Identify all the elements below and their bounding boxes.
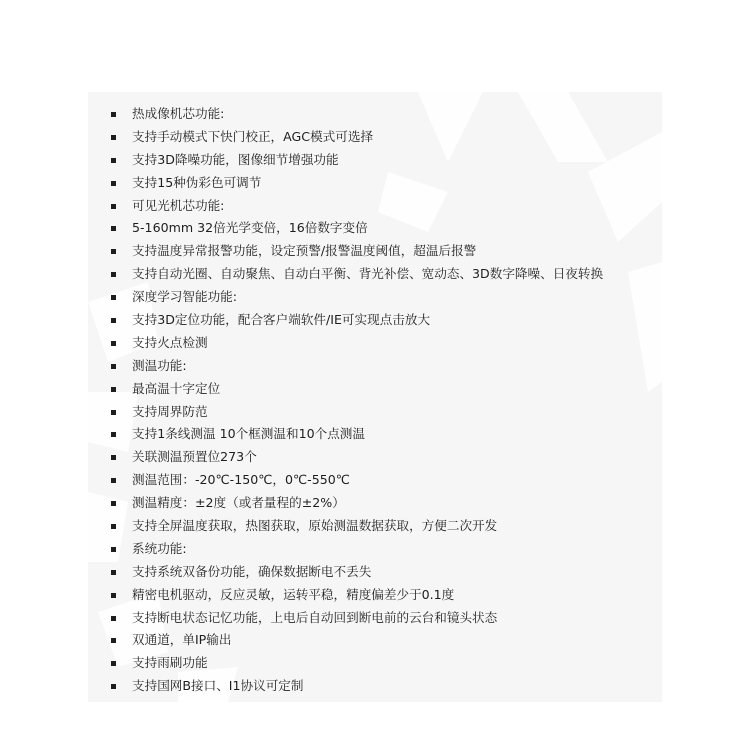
list-item-text: 支持系统双备份功能，确保数据断电不丢失 bbox=[132, 563, 372, 579]
bullet-icon bbox=[111, 684, 116, 689]
bullet-icon bbox=[111, 524, 116, 529]
list-item-text: 精密电机驱动，反应灵敏，运转平稳，精度偏差少于0.1度 bbox=[132, 586, 455, 602]
list-item bbox=[88, 607, 603, 630]
list-item bbox=[88, 423, 603, 446]
list-item bbox=[88, 332, 603, 355]
bullet-icon bbox=[111, 570, 116, 575]
list-item-text: 支持雨刷功能 bbox=[132, 655, 208, 671]
bullet-icon bbox=[111, 501, 116, 506]
list-item bbox=[88, 584, 603, 607]
list-item bbox=[88, 492, 603, 515]
bullet-icon bbox=[111, 318, 116, 323]
bullet-icon bbox=[111, 478, 116, 483]
list-item-text: 支持周界防范 bbox=[132, 403, 208, 419]
feature-list bbox=[88, 103, 603, 698]
list-item bbox=[88, 515, 603, 538]
bullet-icon bbox=[111, 661, 116, 666]
list-item bbox=[88, 217, 603, 240]
bullet-icon bbox=[111, 432, 116, 437]
list-item-text: 双通道，单IP输出 bbox=[132, 632, 232, 648]
bullet-icon bbox=[111, 638, 116, 643]
bullet-icon bbox=[111, 204, 116, 209]
list-item bbox=[88, 172, 603, 195]
list-item bbox=[88, 469, 603, 492]
list-item bbox=[88, 355, 603, 378]
list-item bbox=[88, 263, 603, 286]
list-item bbox=[88, 561, 603, 584]
list-item bbox=[88, 652, 603, 675]
list-item bbox=[88, 309, 603, 332]
list-item-text: 支持1条线测温 10个框测温和10个点测温 bbox=[132, 426, 365, 442]
list-item-text: 支持手动模式下快门校正，AGC模式可选择 bbox=[132, 128, 374, 144]
list-item bbox=[88, 446, 603, 469]
bullet-icon bbox=[111, 387, 116, 392]
bullet-icon bbox=[111, 410, 116, 415]
bullet-icon bbox=[111, 181, 116, 186]
list-item-text: 测温精度：±2度（或者量程的±2%） bbox=[132, 495, 345, 511]
bullet-icon bbox=[111, 249, 116, 254]
list-item-text: 5-160mm 32倍光学变倍，16倍数字变倍 bbox=[132, 220, 368, 236]
list-item-text: 支持火点检测 bbox=[132, 334, 208, 350]
bullet-icon bbox=[111, 547, 116, 552]
list-item-text: 支持断电状态记忆功能，上电后自动回到断电前的云台和镜头状态 bbox=[132, 609, 498, 625]
list-item bbox=[88, 629, 603, 652]
list-item-text: 支持15种伪彩色可调节 bbox=[132, 174, 262, 190]
bullet-icon bbox=[111, 616, 116, 621]
bullet-icon bbox=[111, 226, 116, 231]
list-item-text: 最高温十字定位 bbox=[132, 380, 221, 396]
list-item-text: 可见光机芯功能: bbox=[132, 197, 225, 213]
list-item bbox=[88, 286, 603, 309]
bullet-icon bbox=[111, 112, 116, 117]
bullet-icon bbox=[111, 455, 116, 460]
list-item-text: 支持3D降噪功能，图像细节增强功能 bbox=[132, 151, 339, 167]
bullet-icon bbox=[111, 158, 116, 163]
list-item-text: 支持3D定位功能，配合客户端软件/IE可实现点击放大 bbox=[132, 312, 431, 328]
list-item-text: 支持国网B接口、I1协议可定制 bbox=[132, 678, 304, 694]
bullet-icon bbox=[111, 341, 116, 346]
bullet-icon bbox=[111, 364, 116, 369]
list-item-text: 系统功能: bbox=[132, 540, 187, 556]
list-item bbox=[88, 675, 603, 698]
bullet-icon bbox=[111, 135, 116, 140]
list-item-text: 关联测温预置位273个 bbox=[132, 449, 257, 465]
list-item bbox=[88, 240, 603, 263]
list-item bbox=[88, 195, 603, 218]
bullet-icon bbox=[111, 593, 116, 598]
list-item-text: 测温功能: bbox=[132, 357, 187, 373]
list-item bbox=[88, 538, 603, 561]
list-item bbox=[88, 401, 603, 424]
list-item-text: 支持全屏温度获取，热图获取，原始测温数据获取，方便二次开发 bbox=[132, 518, 498, 534]
list-item-text: 热成像机芯功能: bbox=[132, 106, 225, 121]
list-item bbox=[88, 149, 603, 172]
list-item bbox=[88, 103, 603, 126]
list-item bbox=[88, 378, 603, 401]
list-item-text: 测温范围：-20℃-150℃，0℃-550℃ bbox=[132, 472, 350, 488]
list-item bbox=[88, 126, 603, 149]
bullet-icon bbox=[111, 295, 116, 300]
bullet-icon bbox=[111, 272, 116, 277]
list-item-text: 支持温度异常报警功能，设定预警/报警温度阈值，超温后报警 bbox=[132, 243, 477, 259]
list-item-text: 深度学习智能功能: bbox=[132, 289, 237, 305]
list-item-text: 支持自动光圈、自动聚焦、自动白平衡、背光补偿、宽动态、3D数字降噪、日夜转换 bbox=[132, 266, 604, 282]
